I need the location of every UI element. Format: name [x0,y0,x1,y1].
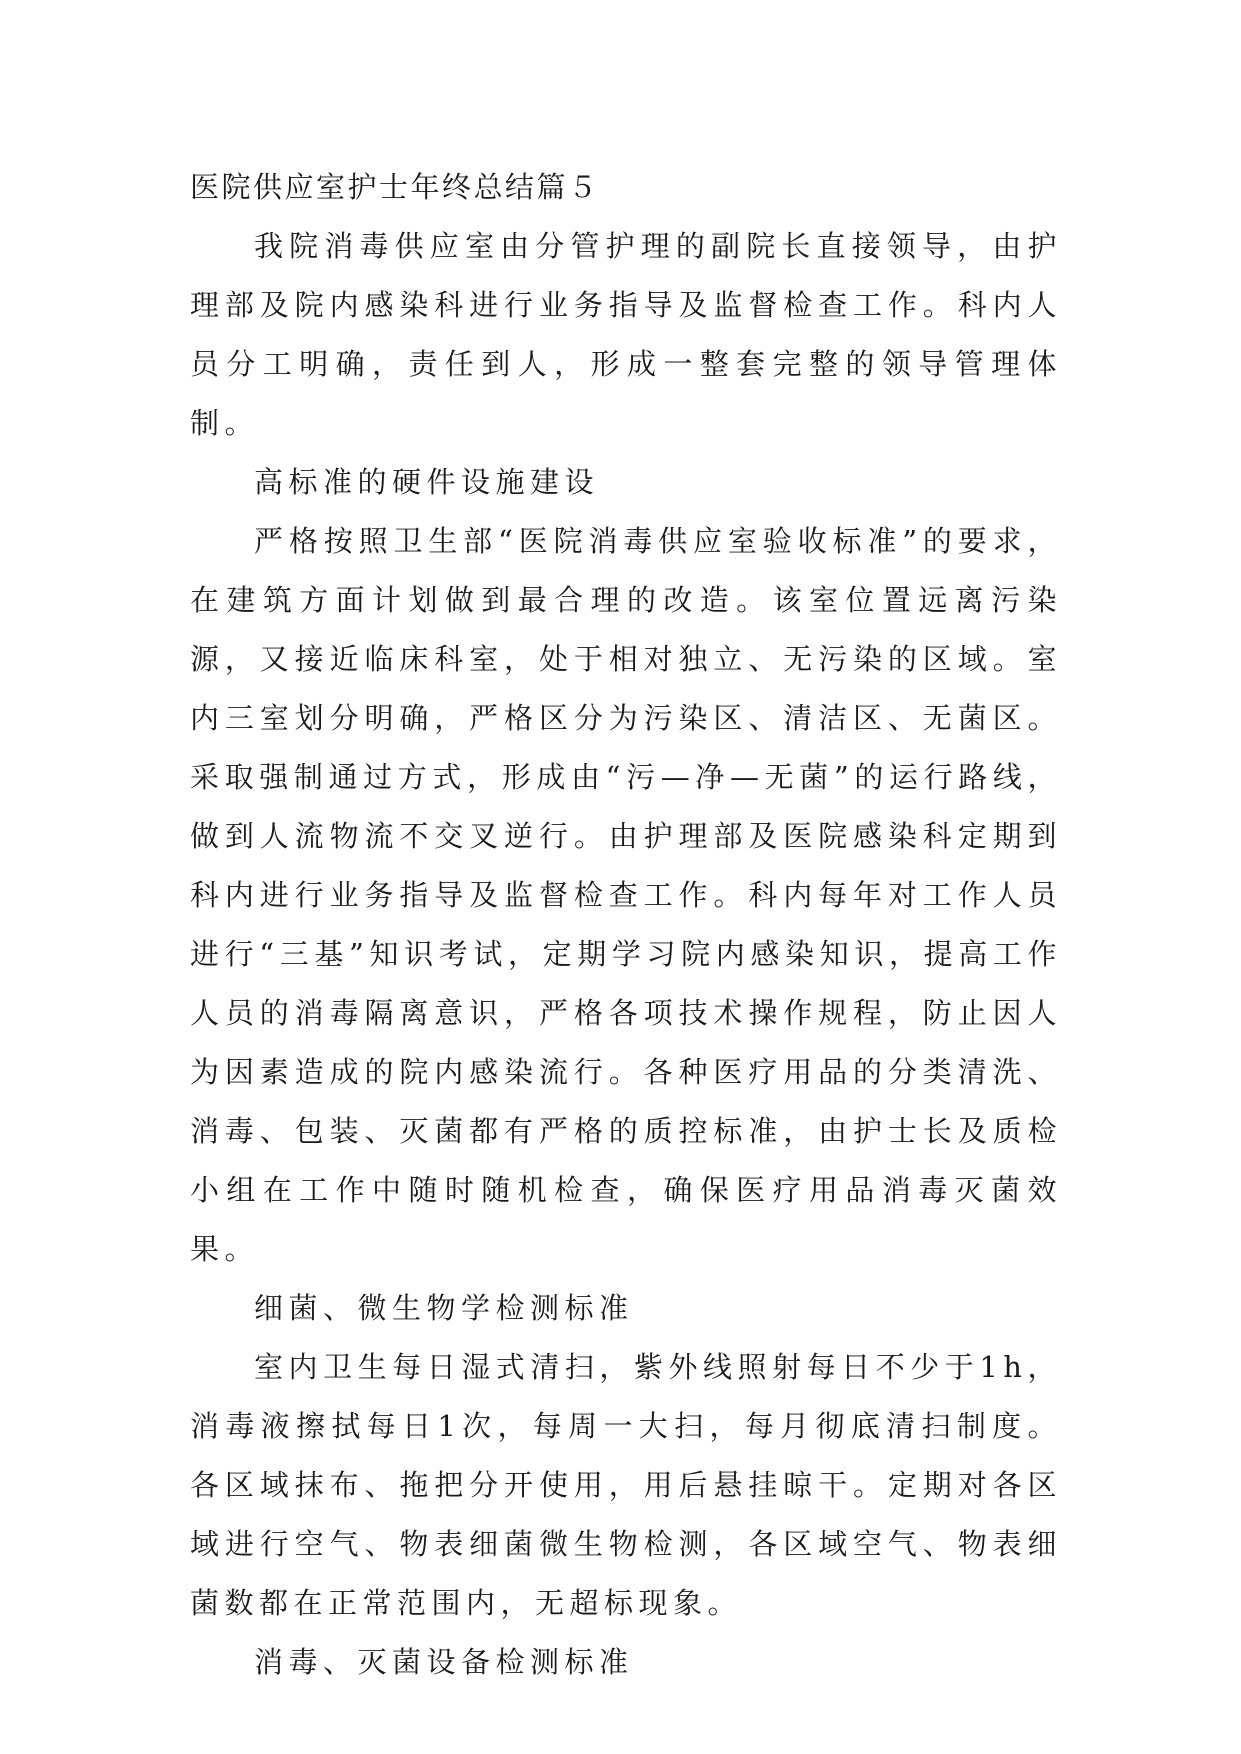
document-body [190,158,1062,1692]
paragraph-leadership: 我院消毒供应室由分管护理的副院长直接领导，由护理部及院内感染科进行业务指导及监督检查工作。科内人员分工明确，责任到人，形成一整套完整的领导管理体制。 [190,229,1062,440]
section-heading-hardware: 高标准的硬件设施建设 [254,465,600,499]
section-heading-microbiology: 细菌、微生物学检测标准 [254,1291,634,1325]
section-heading-equipment: 消毒、灭菌设备检测标准 [254,1645,634,1679]
document-title: 医院供应室护士年终总结篇５ [190,170,600,204]
paragraph-microbiology: 室内卫生每日湿式清扫，紫外线照射每日不少于1h，消毒液擦拭每日1次，每周一大扫，每月彻底清扫制度。各区域抹布、拖把分开使用，用后悬挂晾干。定期对各区域进行空气、物表细菌微生物检测，各区域空气、物表细菌数都在正常范围内，无超标现象。 [190,1350,1062,1620]
paragraph-hardware: 严格按照卫生部“医院消毒供应室验收标准”的要求，在建筑方面计划做到最合理的改造。该室位置远离污染源，又接近临床科室，处于相对独立、无污染的区域。室内三室划分明确，严格区分为污染区、清洁区、无菌区。采取强制通过方式，形成由“污—净—无菌”的运行路线，做到人流物流不交叉逆行。由护理部及医院感染科定期到科内进行业务指导及监督检查工作。科内每年对工作人员进行“三基”知识考试，定期学习院内感染知识，提高工作人员的消毒隔离意识，严格各项技术操作规程，防止因人为因素造成的院内感染流行。各种医疗用品的分类清洗、消毒、包装、灭菌都有严格的质控标准，由护士长及质检小组在工作中随时随机检查，确保医疗用品消毒灭菌效果。 [190,524,1062,1266]
